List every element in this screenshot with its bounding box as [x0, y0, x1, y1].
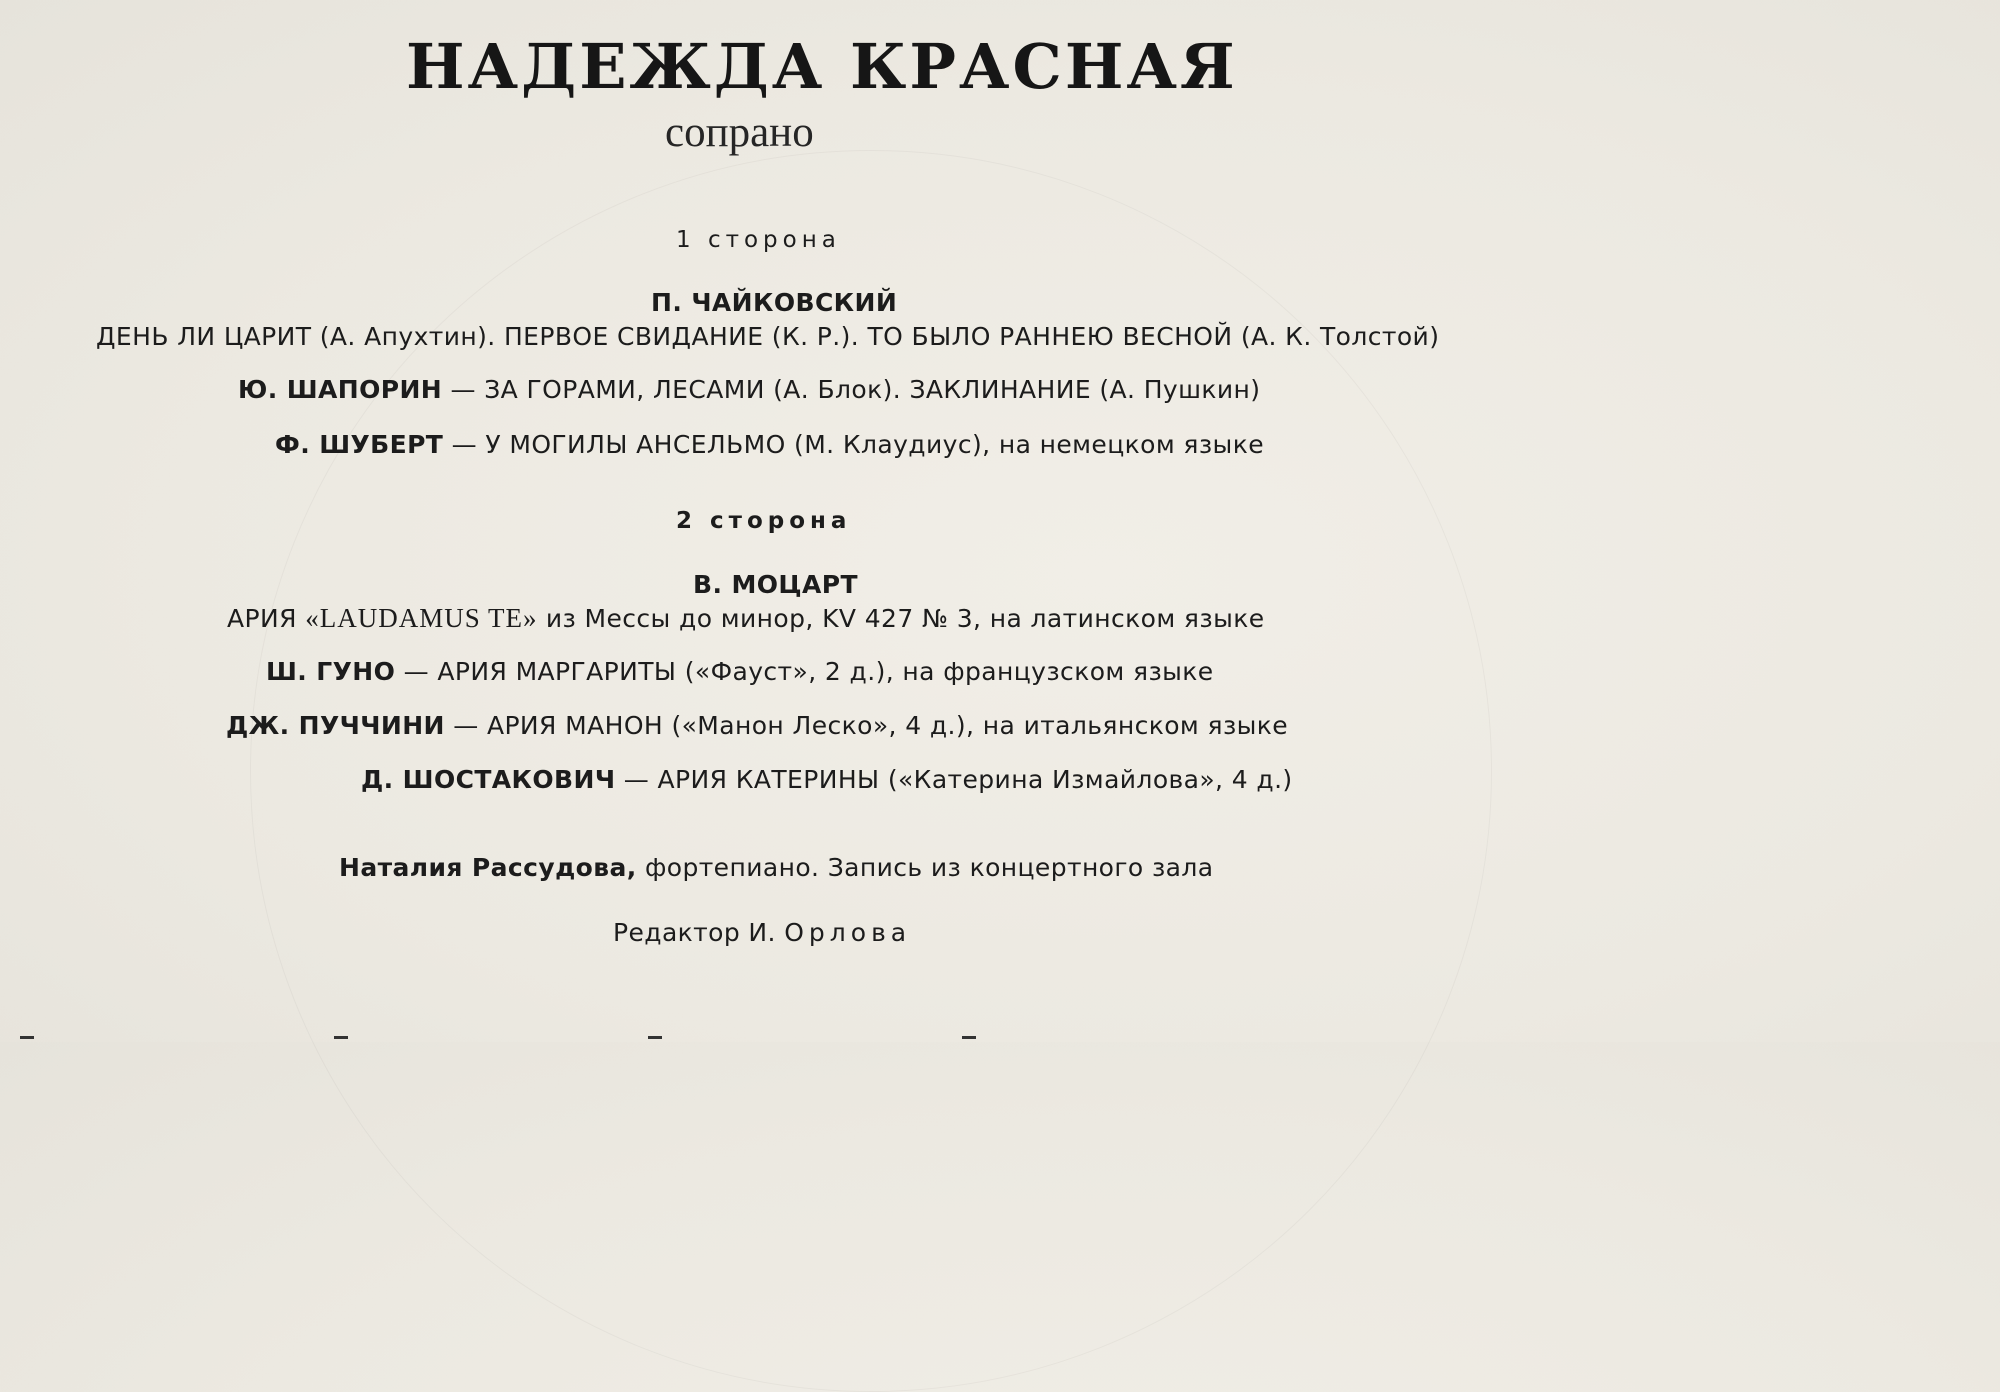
works-shaporin: — ЗА ГОРАМИ, ЛЕСАМИ (А. Блок). ЗАКЛИНАНИЕ (А. Пушкин)	[450, 375, 1261, 404]
works-gounod: — АРИЯ МАРГАРИТЫ («Фауст», 2 д.), на французском языке	[403, 657, 1214, 686]
works-puccini: — АРИЯ МАНОН («Манон Леско», 4 д.), на итальянском языке	[453, 711, 1289, 740]
entry-gounod	[266, 657, 1214, 686]
pianist-role: фортепиано. Запись из концертного зала	[644, 853, 1214, 882]
works-shostakovich: — АРИЯ КАТЕРИНЫ («Катерина Измайлова», 4 д.)	[623, 765, 1293, 794]
editor-name: Орлова	[784, 918, 912, 947]
works-mozart-title: «LAUDAMUS TE»	[305, 603, 538, 633]
works-schubert: — У МОГИЛЫ АНСЕЛЬМО (М. Клаудиус), на немецком языке	[451, 430, 1264, 459]
cropped-bottom-text	[20, 1026, 1560, 1046]
composer-shostakovich: Д. ШОСТАКОВИЧ	[361, 765, 616, 794]
pianist-credit	[339, 853, 1213, 882]
composer-tchaikovsky: П. ЧАЙКОВСКИЙ	[651, 288, 898, 317]
entry-puccini	[226, 711, 1288, 740]
composer-mozart: В. МОЦАРТ	[693, 570, 858, 599]
editor-label: Редактор И.	[613, 918, 776, 947]
side-1-heading: 1 сторона	[676, 227, 841, 253]
entry-shostakovich	[361, 765, 1293, 794]
pianist-name: Наталия Рассудова,	[339, 853, 637, 882]
artist-title: НАДЕЖДА КРАСНАЯ	[406, 30, 1238, 103]
works-tchaikovsky: ДЕНЬ ЛИ ЦАРИТ (А. Апухтин). ПЕРВОЕ СВИДАНИЕ (К. Р.). ТО БЫЛО РАННЕЮ ВЕСНОЙ (А. К. Толстой)	[96, 322, 1440, 351]
side-2-heading: 2 сторона	[676, 508, 852, 534]
works-mozart	[227, 603, 1265, 634]
composer-shaporin: Ю. ШАПОРИН	[238, 375, 443, 404]
entry-schubert	[275, 430, 1264, 459]
composer-gounod: Ш. ГУНО	[266, 657, 396, 686]
works-mozart-suffix: из Мессы до минор, KV 427 № 3, на латинском языке	[537, 604, 1265, 633]
entry-shaporin	[238, 375, 1260, 404]
composer-schubert: Ф. ШУБЕРТ	[275, 430, 444, 459]
voice-type: сопрано	[665, 109, 814, 156]
works-mozart-prefix: АРИЯ	[227, 604, 306, 633]
composer-puccini: ДЖ. ПУЧЧИНИ	[226, 711, 445, 740]
editor-credit	[613, 918, 911, 947]
